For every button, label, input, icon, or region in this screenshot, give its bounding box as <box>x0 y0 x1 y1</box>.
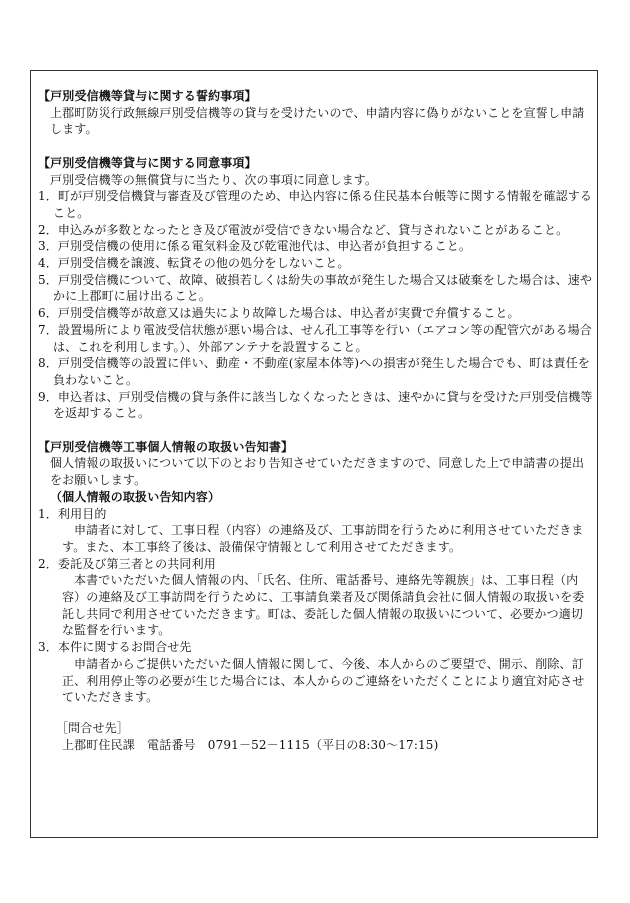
consent-item-8: 8．戸別受信機等の設置に伴い、動産・不動産(家屋本体等)への損害が発生した場合でも、町は責任を負わないこと。 <box>38 356 591 387</box>
privacy-item-3-body: 申請者からご提供いただいた個人情報に関して、今後、本人からのご要望で、開示、削除、訂正、利用停止等の必要が生じた場合には、本人からのご連絡をいただくことにより適宜対応させていただきます。 <box>62 656 585 705</box>
consent-item-3: 3．戸別受信機の使用に係る電気料金及び乾電池代は、申込者が負担すること。 <box>38 239 472 254</box>
contact-label: ［問合せ先］ <box>56 720 129 735</box>
privacy-item-3-title: 3．本件に関するお問合せ先 <box>38 640 192 655</box>
privacy-item-2-title: 2．委託及び第三者との共同利用 <box>38 556 216 571</box>
consent-item-6: 6．戸別受信機等が故意又は過失により故障した場合は、申込者が実費で弁償すること。 <box>38 306 520 321</box>
consent-item-5: 5．戸別受信機について、故障、破損若しくは紛失の事故が発生した場合又は破棄をした場合は、速やかに上郡町に届け出ること。 <box>38 272 593 304</box>
spacer <box>38 422 594 439</box>
consent-item-4: 4．戸別受信機を譲渡、転貸その他の処分をしないこと。 <box>38 256 350 271</box>
spacer <box>38 138 594 155</box>
contact-info: 上郡町住民課 電話番号 0791－52－1115（平日の8:30～17:15) <box>62 737 439 752</box>
document-content <box>38 88 594 753</box>
privacy-subheading: （個人情報の取扱い告知内容） <box>50 489 221 504</box>
spacer <box>38 706 594 720</box>
privacy-item-1-title: 1．利用目的 <box>38 506 107 521</box>
consent-item-7: 7．設置場所により電波受信状態が悪い場合は、せん孔工事等を行い（エアコン等の配管穴がある場合は、これを利用します。）、外部アンテナを設置すること。 <box>38 322 592 354</box>
privacy-item-2-body: 本書でいただいた個人情報の内、「氏名、住所、電話番号、連絡先等親族」は、工事日程（内容）の連絡及び工事訪問を行うために、工事請負業者及び関係請負会社に個人情報の取扱いを委託し共同で利用させていただきます。町は、委託した個人情報の取扱いについて、必要かつ適切な監督を行います。 <box>62 573 585 638</box>
consent-intro: 戸別受信機等の無償貸与に当たり、次の事項に同意します。 <box>50 172 378 187</box>
consent-item-2: 2．申込みが多数となったとき及び電波が受信できない場合など、貸与されないことがあること。 <box>38 222 569 237</box>
privacy-item-1-body: 申請者に対して、工事日程（内容）の連絡及び、工事訪問を行うために利用させていただきます。また、本工事終了後は、設備保守情報として利用させてただきます。 <box>62 523 584 554</box>
privacy-heading: 【戸別受信機等工事個人情報の取扱い告知書】 <box>38 439 294 454</box>
consent-item-9: 9．申込者は、戸別受信機の貸与条件に該当しなくなったときは、速やかに貸与を受けた戸別受信機等を返却すること。 <box>38 389 593 421</box>
privacy-intro: 個人情報の取扱いについて以下のとおり告知させていただきますので、同意した上で申請書の提出をお願いします。 <box>50 456 585 488</box>
pledge-heading: 【戸別受信機等貸与に関する誓約事項】 <box>38 89 257 103</box>
consent-item-1: 1．町が戸別受信機貸与審査及び管理のため、申込内容に係る住民基本台帳等に関する情報を確認すること。 <box>38 189 593 220</box>
pledge-body: 上郡町防災行政無線戸別受信機等の貸与を受けたいので、申請内容に偽りがないことを宣誓し申請します。 <box>50 105 585 137</box>
consent-heading: 【戸別受信機等貸与に関する同意事項】 <box>38 155 257 170</box>
